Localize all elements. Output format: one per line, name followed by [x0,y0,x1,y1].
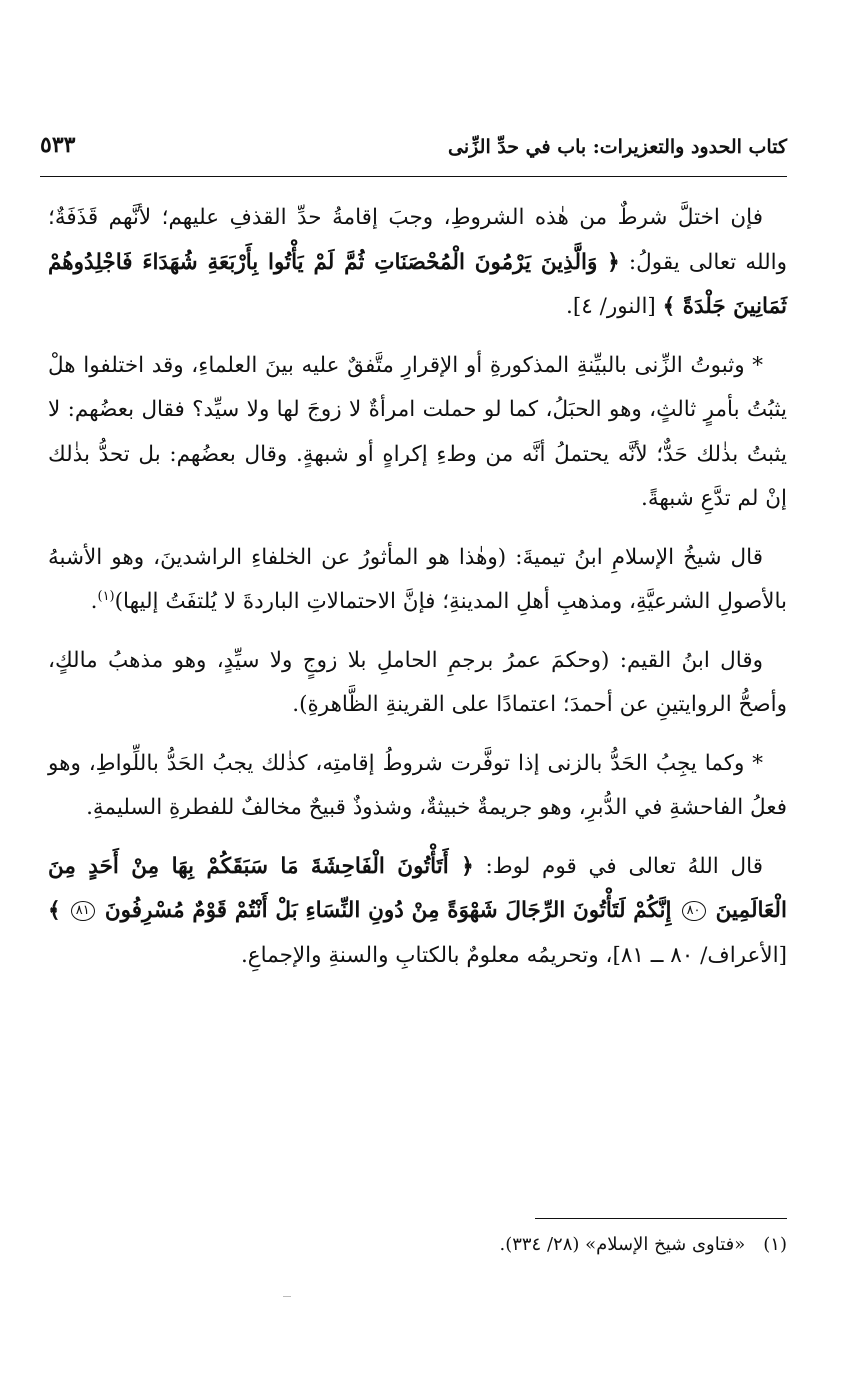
paragraph-text: فإن اختلَّ شرطٌ من هٰذه الشروطِ، وجبَ إقامةُ حدِّ القذفِ عليهم؛ لأنَّهم قَذَفَةٌ؛ والله تعالى يقولُ: [48,205,787,275]
paragraph-ibn-qayyim [48,639,787,728]
paragraph-text: قال شيخُ الإسلامِ ابنُ تيميةَ: (وهٰذا هو المأثورُ عن الخلفاءِ الراشدينَ، وهو الأشبهُ بالأصولِ الشرعيَّةِ، ومذهبِ أهلِ المدينةِ؛ فإنَّ الاحتمالاتِ الباردةَ لا يُلتفَتُ إليها) [48,544,787,614]
footnote-text: «فتاوى شيخ الإسلام» (٢٨/ ٣٣٤). [499,1234,746,1255]
paragraph-text: قال اللهُ تعالى في قوم لوط: [485,853,763,879]
ayah-number-marker: ٨١ [71,901,95,921]
verse-citation: [النور/ ٤]. [566,294,656,319]
paragraph-text: * وثبوتُ الزِّنى بالبيِّنةِ المذكورةِ أو الإقرارِ متَّفقٌ عليه بينَ العلماءِ، وقد اختلفوا هلْ يثبُتُ بأمرٍ ثالثٍ، وهو الحبَلُ، كما لو حملت امرأةٌ لا زوجَ لها ولا سيِّد؟ فقال بعضُهم: لا يثبتُ بذٰلك حَدٌّ؛ لأنَّه يحتملُ أنَّه من وطءِ إكراهٍ أو شبهةٍ. وقال بعضُهم: بل تحدُّ بذٰلك إنْ لم تدَّعِ شبهةً. [48,352,787,511]
quran-verse: ﴿ أَتَأْتُونَ الْفَاحِشَةَ مَا سَبَقَكُمْ بِهَا مِنْ أَحَدٍ مِنَ الْعَالَمِينَ [48,853,787,923]
footnote [499,1230,787,1260]
quran-verse: إِنَّكُمْ لَتَأْتُونَ الرِّجَالَ شَهْوَةً مِنْ دُونِ النِّسَاءِ بَلْ أَنْتُمْ قَوْمٌ مُسْرِفُونَ [104,898,672,923]
quran-bracket: ﴾ [48,898,61,923]
quran-verse: ﴿ وَالَّذِينَ يَرْمُونَ الْمُحْصَنَاتِ ثُمَّ لَمْ يَأْتُوا بِأَرْبَعَةِ شُهَدَاءَ فَاجْلِدُوهُمْ ثَمَانِينَ جَلْدَةً ﴾ [48,249,787,319]
ayah-number-marker: ٨٠ [682,901,706,921]
paragraph-text: وقال ابنُ القيم: (وحكمَ عمرُ برجمِ الحاملِ بلا زوجٍ ولا سيِّدٍ، وهو مذهبُ مالكٍ، وأصحُّ الروايتينِ عن أحمدَ؛ اعتمادًا على القرينةِ الظَّاهرةِ). [48,647,787,717]
paragraph-liwat [48,742,787,831]
paragraph-proof [48,344,787,522]
paragraph-ibn-taymiyya: قال شيخُ الإسلامِ ابنُ تيميةَ: (وهٰذا هو المأثورُ عن الخلفاءِ الراشدينَ، وهو الأشبهُ بالأصولِ الشرعيَّةِ، ومذهبِ أهلِ المدينةِ؛ فإنَّ الاحتمالاتِ الباردةَ لا يُلتفَتُ إليها)$^{(١)}$. [48,544,787,614]
paragraph-lut [48,845,787,979]
paragraph-qadhf [48,196,787,330]
paragraph-text: * وكما يجِبُ الحَدُّ بالزنى إذا توفَّرت شروطُ إقامتِه، كذٰلك يجبُ الحَدُّ باللِّواطِ، وهو فعلُ الفاحشةِ في الدُّبرِ، وهو جريمةٌ خبيثةٌ، وشذوذٌ قبيحٌ مخالفٌ للفطرةِ السليمةِ. [48,750,787,820]
running-title: كتاب الحدود والتعزيرات: باب في حدِّ الزِّنى [448,136,787,158]
page-header [40,128,787,172]
footnote-number: (١) [763,1234,787,1255]
footnote-reference[interactable]: (١) [97,588,115,604]
header-divider [40,176,787,177]
scan-speck [283,1296,291,1297]
footnote-divider [535,1218,787,1219]
verse-citation: [الأعراف/ ٨٠ ــ ٨١]، وتحريمُه معلومٌ بالكتابِ والسنةِ والإجماعِ. [240,942,787,968]
main-text [48,196,787,992]
page-number: ٥٣٣ [40,132,76,158]
